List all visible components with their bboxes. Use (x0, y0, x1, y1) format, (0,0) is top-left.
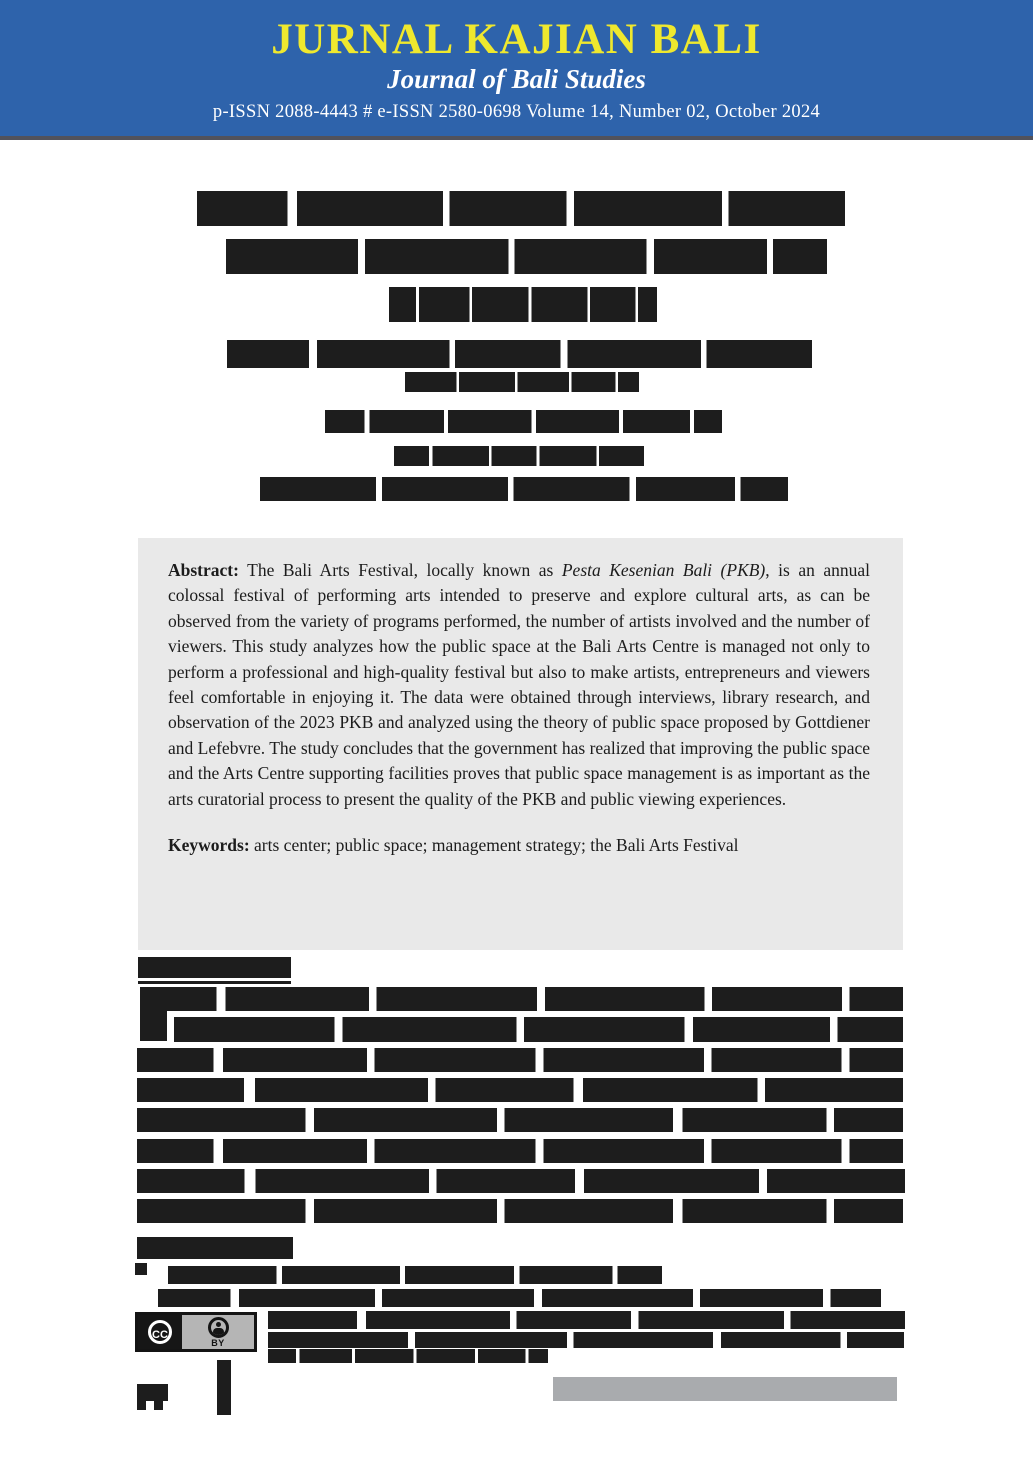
redacted-footer-bar (553, 1377, 897, 1401)
redacted-intro-bar (140, 987, 903, 1011)
redacted-footnotes-bar (268, 1349, 548, 1363)
redacted-intro-bar (137, 1199, 903, 1223)
redacted-footer-bar (137, 1401, 146, 1410)
redacted-intro-bar (137, 1237, 293, 1259)
redacted-authors-bar (325, 410, 722, 433)
redacted-footer-bar (217, 1360, 231, 1415)
cc-by-license-badge[interactable] (135, 1312, 257, 1352)
cc-logo-icon (138, 1315, 182, 1349)
abstract-text-lead: The Bali Arts Festival, locally known as (238, 560, 562, 580)
redacted-intro-bar (138, 981, 291, 984)
redacted-authors-bar (227, 340, 812, 368)
journal-issn-volume-line: p-ISSN 2088-4443 # e-ISSN 2580-0698 Volume 14, Number 02, October 2024 (212, 101, 821, 122)
cc-by-label: BY (211, 1337, 225, 1348)
redacted-footer-bar (154, 1401, 163, 1410)
redacted-footnotes-bar (135, 1263, 147, 1275)
abstract-box (138, 538, 903, 950)
redacted-title-bar (197, 191, 845, 226)
redacted-intro-bar (138, 957, 291, 978)
journal-title: JURNAL KAJIAN BALI (271, 16, 762, 63)
cc-by-attribution-section (182, 1315, 254, 1349)
redacted-footer-bar (137, 1384, 168, 1401)
attribution-person-icon (208, 1317, 229, 1338)
keywords-line (168, 833, 870, 858)
keywords-label: Keywords: (168, 835, 250, 856)
redacted-intro-bar (137, 1048, 903, 1072)
redacted-intro-bar (137, 1169, 905, 1193)
redacted-intro-bar (137, 1108, 903, 1132)
keywords-text: arts center; public space; management strategy; the Bali Arts Festival (249, 835, 739, 856)
abstract-text-body: , is an annual colossal festival of performing arts intended to preserve and explore cultural arts, as can be observed from the variety of programs performed, the number of artists involved and the number of viewers. This study analyzes how the public space at the Bali Arts Centre is managed not only to perform a professional and high-quality festival but also to make artists, entrepreneurs and viewers feel comfortable in enjoying it. The data were obtained through interviews, library research, and observation of the 2023 PKB and analyzed using the theory of public space proposed by Gottdiener and Lefebvre. The study concludes that the government has realized that improving the public space and the Arts Centre supporting facilities proves that public space management is as important as the arts curatorial process to present the quality of the PKB and public viewing experiences. (168, 560, 870, 809)
redacted-footnotes-bar (268, 1332, 904, 1348)
redacted-title-bar (226, 239, 827, 274)
redacted-intro-bar (140, 987, 167, 1041)
abstract-italic-phrase: Pesta Kesenian Bali (PKB) (561, 560, 766, 580)
journal-header-banner (0, 0, 1033, 140)
redacted-title-bar (389, 287, 657, 322)
redacted-intro-bar (174, 1017, 903, 1042)
journal-subtitle: Journal of Bali Studies (387, 64, 646, 95)
redacted-footnotes-bar (268, 1311, 905, 1329)
redacted-authors-bar (405, 372, 639, 392)
cc-logo-letters: CC (148, 1320, 172, 1344)
redacted-authors-bar (394, 446, 644, 466)
redacted-authors-bar (260, 477, 788, 501)
redacted-intro-bar (137, 1139, 903, 1163)
redacted-footnotes-bar (158, 1289, 881, 1307)
abstract-label: Abstract: (168, 560, 239, 580)
redacted-intro-bar (137, 1078, 903, 1102)
redacted-footnotes-bar (168, 1266, 662, 1284)
abstract-paragraph (168, 558, 870, 812)
